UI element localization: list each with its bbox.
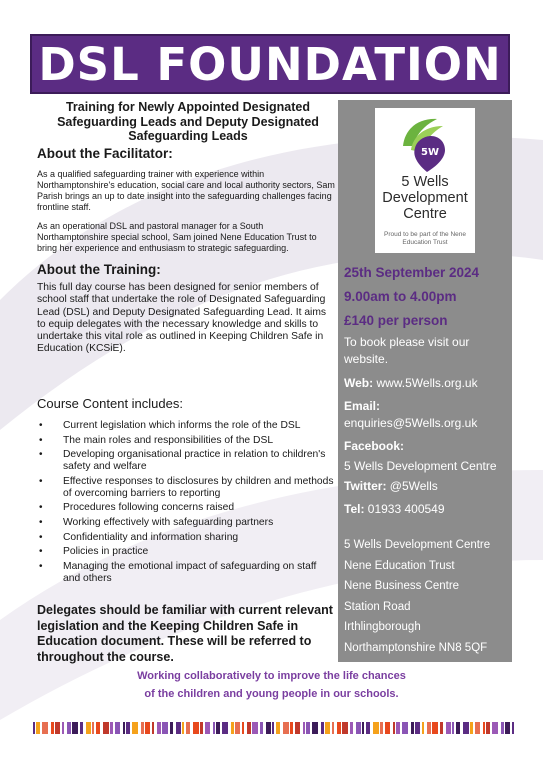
list-item: • Current legislation which informs the role of the DSL: [39, 420, 301, 431]
centre-logo: [375, 108, 475, 253]
stripe: [427, 722, 431, 734]
stripe: [463, 722, 469, 734]
stripe: [51, 722, 54, 734]
stripe: [110, 722, 113, 734]
stripe: [260, 722, 263, 734]
stripe: [342, 722, 348, 734]
list-item: • Working effectively with safeguarding partners: [39, 516, 274, 528]
stripe: [33, 722, 35, 734]
bullet: •: [39, 502, 43, 514]
stripe: [152, 722, 154, 734]
stripe: [295, 722, 300, 734]
stripe: [350, 722, 353, 734]
stripe: [162, 722, 168, 734]
bullet: •: [39, 560, 43, 572]
stripe: [123, 722, 125, 734]
stripe: [235, 722, 240, 734]
footer-tagline-2: of the children and young people in our schools.: [144, 688, 399, 700]
course-content-heading: Course Content includes:: [37, 396, 183, 411]
stripe: [115, 722, 120, 734]
info-panel: [338, 100, 512, 662]
address-line: Nene Education Trust: [344, 559, 455, 572]
list-item: • Developing organisational practice in relation to children's safety and welfare: [39, 449, 326, 473]
banner-title: DSL FOUNDATION: [30, 34, 510, 94]
course-date: 25th September 2024: [344, 265, 480, 280]
stripe: [362, 722, 364, 734]
stripe: [103, 722, 109, 734]
bullet: •: [39, 516, 43, 528]
list-item: • Policies in practice: [39, 546, 149, 558]
email-label: Email:: [344, 399, 381, 413]
stripe: [193, 722, 199, 734]
bullet: •: [39, 531, 43, 543]
course-content-list: [37, 420, 335, 587]
tel-value: 01933 400549: [364, 502, 445, 516]
stripe: [276, 722, 280, 734]
list-item: • Managing the emotional impact of safeguarding on staff and others: [39, 560, 317, 584]
list-item: • The main roles and responsibilities of the DSL: [39, 434, 274, 446]
stripe: [186, 722, 190, 734]
stripe: [393, 722, 395, 734]
stripe: [132, 722, 138, 734]
course-price: £140 per person: [344, 313, 448, 328]
logo-badge-text: 5W: [421, 147, 439, 158]
subtitle: Training for Newly Appointed Designated Safeguarding Leads and Deputy Designated Safeguarding Leads: [57, 100, 319, 143]
facebook-label: Facebook:: [344, 439, 405, 453]
stripe: [321, 722, 324, 734]
stripe: [252, 722, 258, 734]
stripe: [247, 722, 251, 734]
stripe: [176, 722, 181, 734]
address-line: 5 Wells Development Centre: [344, 539, 491, 551]
email-link[interactable]: enquiries@5Wells.org.uk: [344, 416, 478, 430]
stripe: [145, 722, 150, 734]
bullet: •: [39, 434, 43, 446]
stripe: [80, 722, 83, 734]
left-column: [37, 146, 335, 356]
stripe: [452, 722, 454, 734]
stripe: [402, 722, 408, 734]
stripe: [170, 722, 173, 734]
stripe: [272, 722, 274, 734]
bullet: •: [39, 546, 43, 558]
web-line: [344, 375, 506, 392]
stripe: [36, 722, 40, 734]
web-label: Web:: [344, 376, 374, 390]
stripe: [411, 722, 414, 734]
stripe: [492, 722, 498, 734]
stripe: [505, 722, 510, 734]
stripe: [200, 722, 203, 734]
stripe: [356, 722, 361, 734]
address-line: Northamptonshire NN8 5QF: [344, 641, 488, 654]
facilitator-paragraph-2: As an operational DSL and pastoral manager for a South Northamptonshire special school, Sam joined Nene Education Trust to bring her experience and enthusiasm to strategic safeguarding.: [37, 221, 317, 253]
stripe: [62, 722, 64, 734]
address-line: Nene Business Centre: [344, 580, 460, 592]
training-heading: About the Training:: [37, 262, 161, 277]
stripe: [422, 722, 424, 734]
stripe: [475, 722, 480, 734]
web-link[interactable]: www.5Wells.org.uk: [373, 376, 478, 390]
stripe: [283, 722, 289, 734]
stripe: [470, 722, 473, 734]
stripe: [92, 722, 94, 734]
stripe: [501, 722, 504, 734]
stripe: [396, 722, 400, 734]
stripe: [306, 722, 310, 734]
stripe: [157, 722, 161, 734]
stripe: [325, 722, 330, 734]
stripe: [415, 722, 420, 734]
stripe: [290, 722, 293, 734]
address-line: Station Road: [344, 600, 411, 613]
stripe: [266, 722, 271, 734]
list-item: • Procedures following concerns raised: [39, 502, 235, 514]
stripe: [86, 722, 91, 734]
stripe: [456, 722, 460, 734]
stripe: [67, 722, 71, 734]
booking-text: To book please visit our website.: [344, 335, 470, 366]
logo-wordmark: 5 Wells Development Centre: [382, 174, 468, 222]
stripe: [55, 722, 60, 734]
stripe: [337, 722, 341, 734]
stripe: [446, 722, 451, 734]
delegates-note: Delegates should be familiar with current relevant legislation and the Keeping Children Safe in Education document. These will be referred to throughout the course.: [37, 603, 333, 664]
stripe: [242, 722, 244, 734]
tel-line: [344, 501, 506, 518]
decorative-stripe-bar: [33, 712, 514, 734]
tel-label: Tel:: [344, 502, 365, 516]
stripe: [440, 722, 443, 734]
course-time: 9.00am to 4.00pm: [344, 289, 457, 304]
stripe: [216, 722, 220, 734]
footer-tagline-1: Working collaboratively to improve the life chances: [137, 670, 406, 682]
training-paragraph: This full day course has been designed for senior members of school staff that undertake the role of Designated Safeguarding Lead (DSL) and Deputy Designated Safeguarding Lead. It aims to equip delegates with the necessary knowledge and skills to undertake this vital role as outlined in Keeping Children Safe in Education (KCSiE).: [37, 282, 327, 355]
address-block: [344, 535, 506, 658]
stripe: [182, 722, 184, 734]
stripe: [385, 722, 390, 734]
stripe: [483, 722, 485, 734]
stripe: [486, 722, 490, 734]
twitter-label: Twitter:: [344, 479, 387, 493]
bullet: •: [39, 449, 43, 461]
twitter-line: [344, 478, 506, 495]
stripe: [380, 722, 383, 734]
facilitator-heading: About the Facilitator:: [37, 146, 173, 161]
bullet: •: [39, 475, 43, 487]
stripe: [432, 722, 438, 734]
list-item: • Confidentiality and information sharing: [39, 531, 239, 543]
facilitator-paragraph-1: As a qualified safeguarding trainer with experience within Northamptonshire's education, social care and local authority sectors, Sam Parish brings an up to date insight into the safeguarding challenges facing frontline staff.: [37, 169, 335, 212]
stripe: [126, 722, 130, 734]
stripe: [96, 722, 100, 734]
stripe: [205, 722, 210, 734]
5-wells-logo-icon: [397, 116, 453, 174]
stripe: [373, 722, 379, 734]
stripe: [312, 722, 318, 734]
stripe: [231, 722, 234, 734]
bullet: •: [39, 420, 43, 431]
stripe: [512, 722, 514, 734]
stripe: [366, 722, 370, 734]
stripe: [42, 722, 48, 734]
stripe: [141, 722, 144, 734]
twitter-link[interactable]: @5Wells: [386, 479, 438, 493]
stripe: [222, 722, 228, 734]
stripe: [72, 722, 78, 734]
logo-tagline: Proud to be part of the Nene Education Trust: [383, 231, 467, 246]
facebook-link[interactable]: 5 Wells Development Centre: [344, 459, 497, 473]
stripe: [332, 722, 334, 734]
stripe: [213, 722, 215, 734]
list-item: • Effective responses to disclosures by children and methods of overcoming barriers to reporting: [39, 475, 334, 499]
address-line: Irthlingborough: [344, 621, 421, 633]
stripe: [303, 722, 305, 734]
